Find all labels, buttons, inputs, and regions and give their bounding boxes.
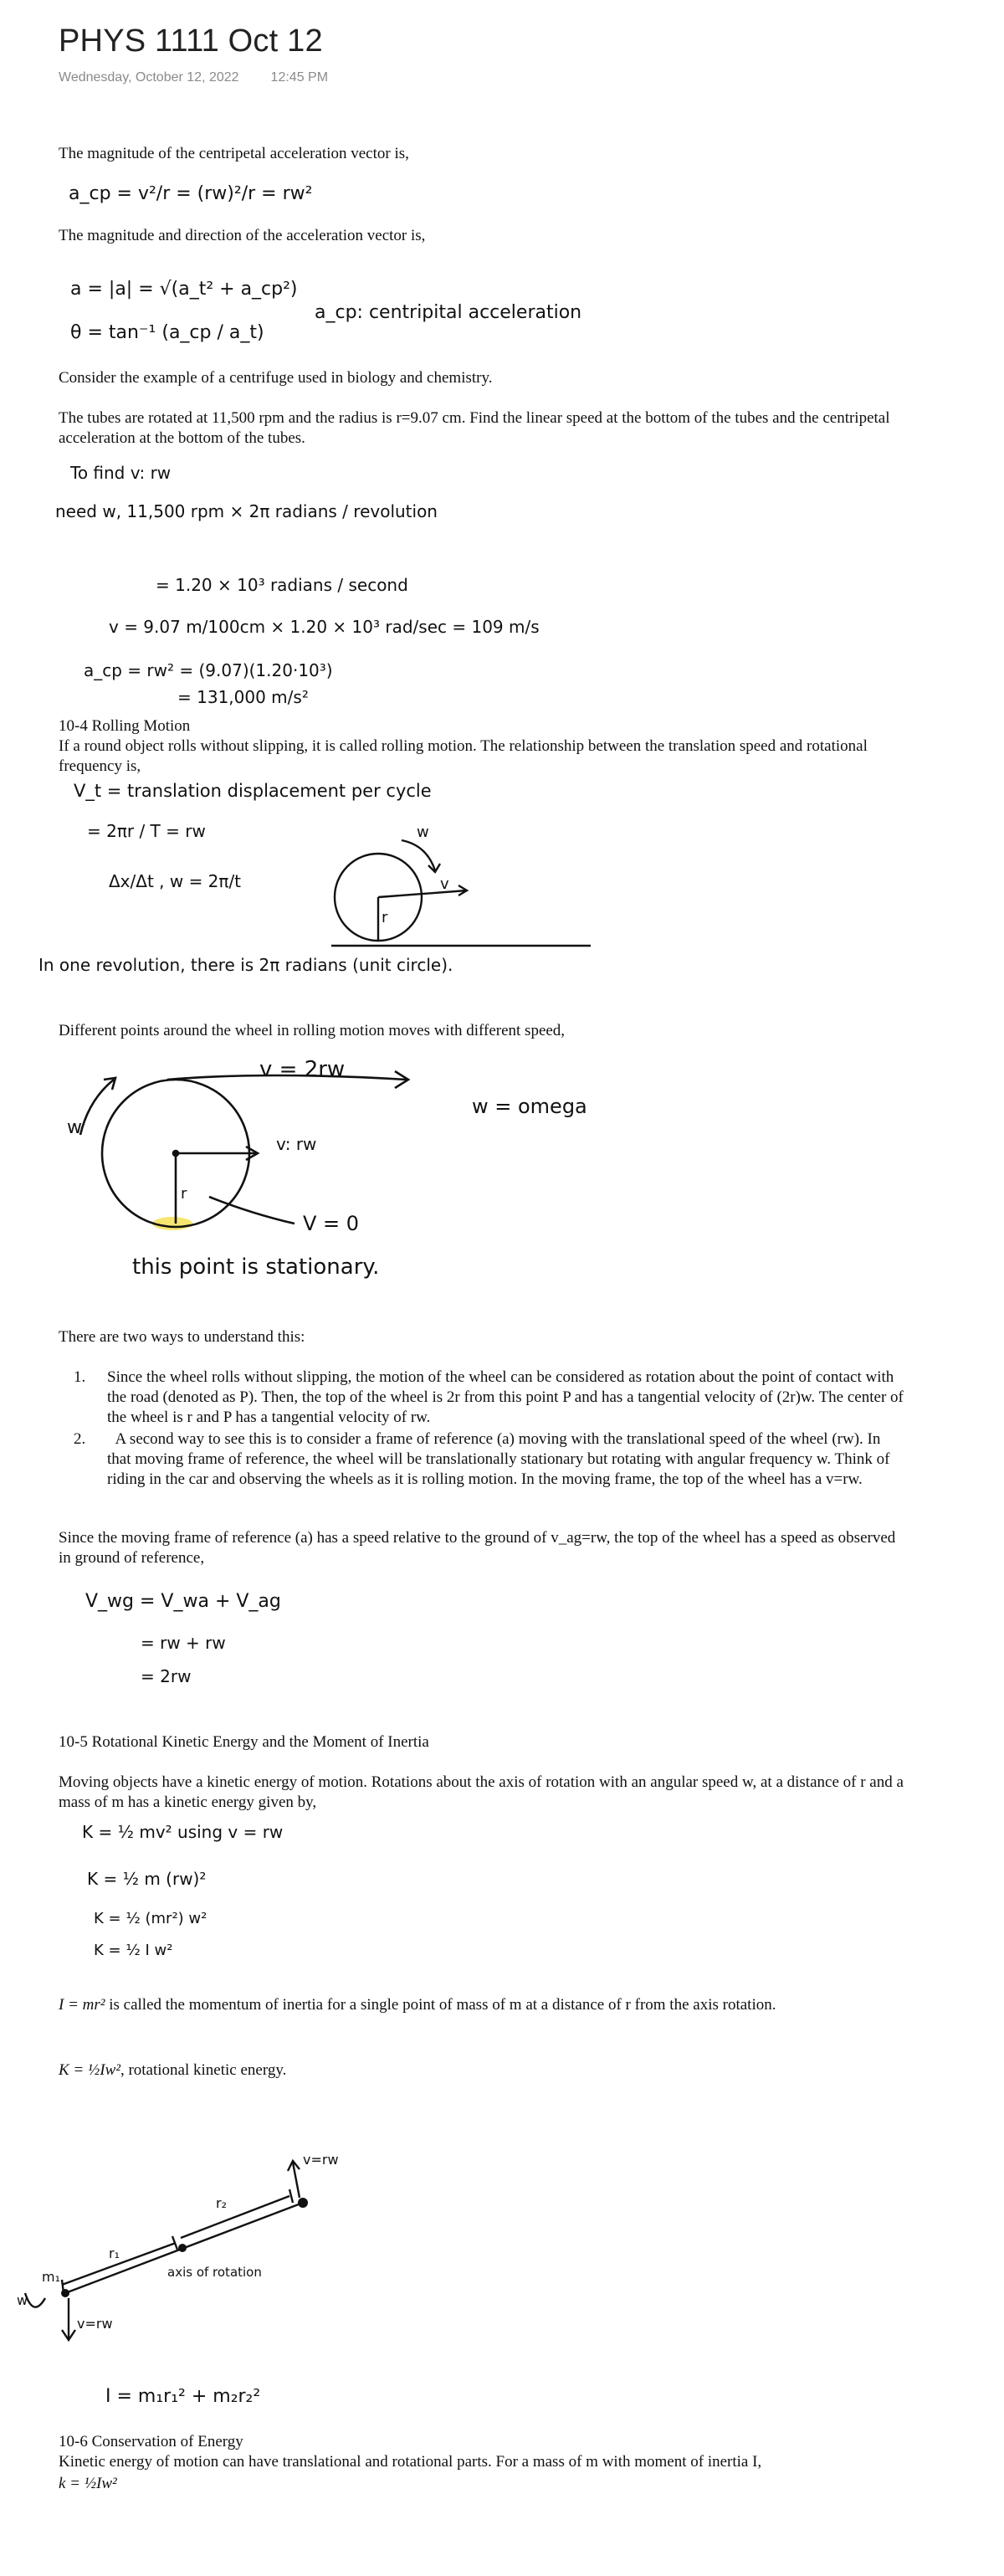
hw-vwg-2: = rw + rw: [141, 1633, 226, 1653]
rod-rotation-arrow: [25, 2293, 45, 2307]
ke-formula: K = ½Iw²: [59, 2061, 120, 2079]
heading-conservation-energy: 10-6 Conservation of Energy: [59, 2433, 243, 2450]
paragraph-centrifuge-example: Consider the example of a centrifuge used in biology and chemistry.: [59, 369, 493, 387]
stationary-highlight: [152, 1217, 192, 1230]
note-date: Wednesday, October 12, 2022: [59, 70, 239, 85]
bottom-speed-label: V = 0: [303, 1212, 360, 1235]
stationary-note: this point is stationary.: [132, 1255, 380, 1280]
small-wheel-w: w: [417, 824, 429, 841]
large-wheel-rotation-arrow: [80, 1080, 114, 1135]
page-title[interactable]: PHYS 1111 Oct 12: [59, 23, 323, 59]
hw-to-find: To find v: rw: [70, 463, 172, 483]
small-wheel-r: r: [382, 909, 388, 926]
paragraph-kinetic-energy: Moving objects have a kinetic energy of motion. Rotations about the axis of rotation with an angular speed w, at a distance of r and a mass of m has a kinetic energy given by,: [59, 1773, 904, 1811]
hw-acp-result: = 131,000 m/s²: [177, 687, 309, 707]
rod-v-bottom: v=rw: [77, 2316, 113, 2332]
hw-vwg-3: = 2rw: [141, 1666, 192, 1686]
hw-vwg: V_wg = V_wa + V_ag: [85, 1591, 281, 1612]
hw-vt-2: = 2πr / T = rw: [87, 821, 206, 841]
hw-k3: K = ½ (mr²) w²: [94, 1910, 207, 1927]
hw-one-revolution: In one revolution, there is 2π radians (unit circle).: [38, 955, 453, 975]
conservation-formula: k = ½Iw²: [59, 2475, 117, 2492]
hw-k1: K = ½ mv² using v = rw: [82, 1822, 284, 1842]
rod-axis-label: axis of rotation: [167, 2265, 262, 2280]
paragraph-centrifuge-problem: The tubes are rotated at 11,500 rpm and the radius is r=9.07 cm. Find the linear speed at the bottom of the tubes and the centripetal acceleration at the bottom of the tubes.: [59, 409, 890, 447]
hw-w-value: = 1.20 × 10³ radians / second: [156, 575, 408, 595]
rod-w: w: [17, 2292, 28, 2308]
rod-diagram: [17, 2152, 339, 2407]
hw-omega-note: w = omega: [472, 1095, 587, 1118]
mass-m1: [61, 2289, 69, 2297]
hw-vt: V_t = translation displacement per cycle: [74, 781, 432, 801]
inertia-formula: I = mr²: [59, 1996, 105, 2014]
rod-r1: r₁: [109, 2245, 120, 2261]
paragraph-rotational-ke-formula: K = ½Iw², rotational kinetic energy.: [59, 2061, 287, 2079]
hw-acp-definition: a_cp: centripital acceleration: [315, 302, 582, 323]
mass-m2: [298, 2198, 308, 2208]
paragraph-centripetal-magnitude: The magnitude of the centripetal acceleration vector is,: [59, 145, 409, 162]
paragraph-two-ways: There are two ways to understand this:: [59, 1328, 305, 1346]
rotation-axis-point: [178, 2244, 187, 2252]
large-wheel-w: w: [67, 1117, 82, 1138]
hw-v-value: v = 9.07 m/100cm × 1.20 × 10³ rad/sec = 109 m/s: [109, 617, 540, 637]
paragraph-moment-inertia: I = mr² is called the momentum of inertia for a single point of mass of m at a distance of r from the axis rotation.: [59, 1996, 776, 2014]
rod-m1: m₁: [42, 2269, 60, 2285]
rod-r2: r₂: [216, 2195, 227, 2211]
hw-inertia: I = m₁r₁² + m₂r₂²: [105, 2386, 261, 2407]
paragraph-acceleration-direction: The magnitude and direction of the acceleration vector is,: [59, 227, 426, 244]
hw-k4: K = ½ I w²: [94, 1942, 173, 1959]
hw-need-w: need w, 11,500 rpm × 2π radians / revolution: [55, 501, 438, 521]
paragraph-moving-frame: Since the moving frame of reference (a) has a speed relative to the ground of v_ag=rw, the top of the wheel has a speed as observed in ground of reference,: [59, 1529, 896, 1567]
large-wheel-r: r: [181, 1185, 187, 1203]
list-item: 1. Since the wheel rolls without slipping, the motion of the wheel can be considered as rotation about the point of contact with the road (denoted as P). Then, the top of the wheel is 2r from this point P and has a tangential velocity of (2r)w. The center of the wheel is r and P has a tangential velocity of rw.: [74, 1368, 904, 1426]
hw-accel-magnitude: a = |a| = √(a_t² + a_cp²): [70, 279, 298, 300]
hw-k2: K = ½ m (rw)²: [87, 1869, 207, 1889]
hw-acp-equation: a_cp = v²/r = (rw)²/r = rw²: [69, 183, 313, 204]
note-time: 12:45 PM: [270, 70, 329, 85]
hw-theta: θ = tan⁻¹ (a_cp / a_t): [70, 322, 264, 343]
heading-rolling-motion: 10-4 Rolling Motion: [59, 717, 191, 735]
small-wheel-diagram: [331, 840, 591, 946]
top-speed-label: v = 2rw: [259, 1057, 346, 1082]
large-wheel-diagram: [67, 1057, 408, 1280]
paragraph-rolling-motion: If a round object rolls without slipping, it is called rolling motion. The relationship between the translation speed and rotational frequency is,: [59, 737, 868, 775]
list-item: 2. A second way to see this is to consider a frame of reference (a) moving with the translational speed of the wheel (rw). In that moving frame of reference, the wheel will be translationally stationary but rotating with angular frequency w. Think of riding in the car and observing the wheels as it is rolling motion. In the moving frame, the top of the wheel has a v=rw.: [74, 1430, 894, 1488]
rod-v-top: v=rw: [303, 2152, 339, 2168]
hw-acp-value: a_cp = rw² = (9.07)(1.20·10³): [84, 660, 333, 680]
heading-rotational-ke: 10-5 Rotational Kinetic Energy and the Moment of Inertia: [59, 1733, 429, 1751]
small-wheel-v: v: [440, 875, 449, 893]
center-speed-label: v: rw: [276, 1134, 317, 1154]
hw-dxdt: Δx/Δt , w = 2π/t: [109, 871, 242, 891]
paragraph-conservation: Kinetic energy of motion can have translational and rotational parts. For a mass of m with moment of inertia I,: [59, 2453, 762, 2471]
paragraph-different-points: Different points around the wheel in rolling motion moves with different speed,: [59, 1022, 566, 1039]
